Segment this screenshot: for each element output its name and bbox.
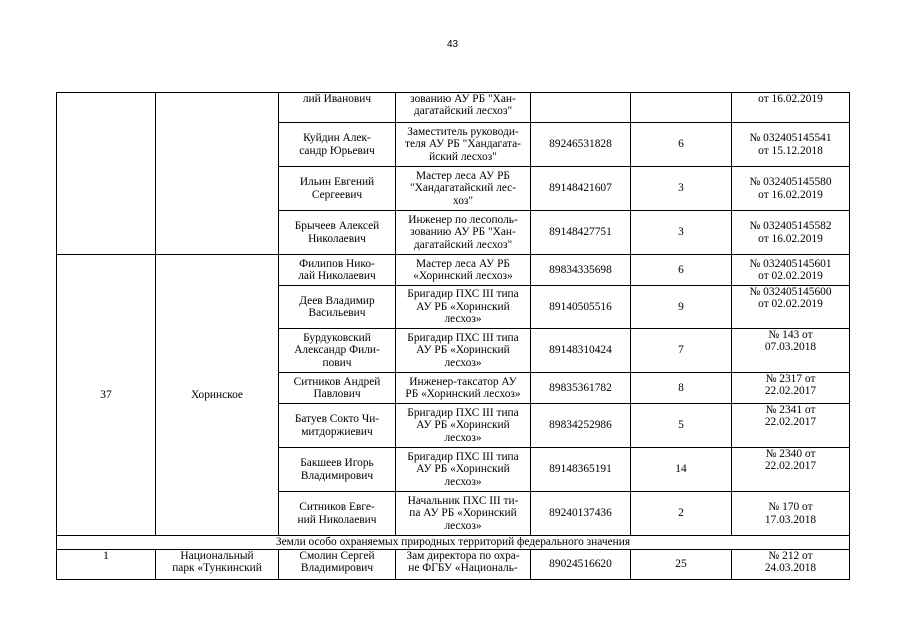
person-position: Инженер-таксатор АУ РБ «Хоринский лесхоз»: [396, 373, 531, 404]
person-count: 14: [631, 448, 732, 492]
person-count: 3: [631, 211, 732, 255]
person-name: Ситников Андрей Павлович: [279, 373, 396, 404]
person-document: № 032405145580 от 16.02.2019: [732, 167, 850, 211]
person-count: 25: [631, 550, 732, 580]
forest-staff-table: [56, 92, 850, 580]
person-phone: 89140505516: [531, 286, 631, 329]
person-document: № 170 от 17.03.2018: [732, 492, 850, 536]
group-number-cell: 37: [57, 255, 156, 536]
table-row: [57, 93, 850, 123]
person-phone: 89024516620: [531, 550, 631, 580]
person-name: Брычеев Алексей Николаевич: [279, 211, 396, 255]
person-count: 9: [631, 286, 732, 329]
person-position: Бригадир ПХС III типа АУ РБ «Хоринский лесхоз»: [396, 286, 531, 329]
person-name: Куйдин Алек- сандр Юрьевич: [279, 123, 396, 167]
person-count: 2: [631, 492, 732, 536]
person-document: № 032405145582 от 16.02.2019: [732, 211, 850, 255]
table-row: [57, 255, 850, 286]
person-position: Мастер леса АУ РБ "Хандагатайский лес- хоз": [396, 167, 531, 211]
person-document: № 143 от 07.03.2018: [732, 329, 850, 373]
person-phone: 89148310424: [531, 329, 631, 373]
person-name: Батуев Сокто Чи- митдоржиевич: [279, 404, 396, 448]
group-forestry-cell: Национальный парк «Тункинский: [156, 550, 279, 580]
person-position: Бригадир ПХС III типа АУ РБ «Хоринский лесхоз»: [396, 329, 531, 373]
person-count: 5: [631, 404, 732, 448]
section-title: Земли особо охраняемых природных территорий федерального значения: [57, 536, 850, 550]
group-number-cell: [57, 93, 156, 255]
person-position: Начальник ПХС III ти- па АУ РБ «Хоринский лесхоз»: [396, 492, 531, 536]
person-document: № 2341 от 22.02.2017: [732, 404, 850, 448]
person-document: от 16.02.2019: [732, 93, 850, 123]
person-document: № 032405145600 от 02.02.2019: [732, 286, 850, 329]
person-count: 6: [631, 255, 732, 286]
person-position: Мастер леса АУ РБ «Хоринский лесхоз»: [396, 255, 531, 286]
person-count: 8: [631, 373, 732, 404]
group-forestry-cell: [156, 93, 279, 255]
person-phone: 89148427751: [531, 211, 631, 255]
person-position: Инженер по лесополь- зованию АУ РБ "Хан- дагатайский лесхоз": [396, 211, 531, 255]
person-position: Заместитель руководи- теля АУ РБ "Хандагата- йский лесхоз": [396, 123, 531, 167]
person-phone: 89246531828: [531, 123, 631, 167]
person-name: Бурдуковский Александр Фили- пович: [279, 329, 396, 373]
person-phone: 89148421607: [531, 167, 631, 211]
person-document: № 032405145541 от 15.12.2018: [732, 123, 850, 167]
person-position: зованию АУ РБ "Хан- дагатайский лесхоз": [396, 93, 531, 123]
table-row: [57, 550, 850, 580]
person-name: Деев Владимир Васильевич: [279, 286, 396, 329]
person-phone: 89834252986: [531, 404, 631, 448]
person-document: № 2317 от 22.02.2017: [732, 373, 850, 404]
person-phone: 89240137436: [531, 492, 631, 536]
person-name: Филипов Нико- лай Николаевич: [279, 255, 396, 286]
person-phone: 89148365191: [531, 448, 631, 492]
person-position: Бригадир ПХС III типа АУ РБ «Хоринский лесхоз»: [396, 404, 531, 448]
person-name: Ильин Евгений Сергеевич: [279, 167, 396, 211]
group-forestry-cell: Хоринское: [156, 255, 279, 536]
person-count: [631, 93, 732, 123]
person-phone: [531, 93, 631, 123]
group-number-cell: 1: [57, 550, 156, 580]
person-count: 6: [631, 123, 732, 167]
person-document: № 212 от 24.03.2018: [732, 550, 850, 580]
person-count: 3: [631, 167, 732, 211]
person-count: 7: [631, 329, 732, 373]
person-phone: 89835361782: [531, 373, 631, 404]
page-number: 43: [446, 39, 459, 50]
person-phone: 89834335698: [531, 255, 631, 286]
person-document: № 032405145601 от 02.02.2019: [732, 255, 850, 286]
person-name: лий Иванович: [279, 93, 396, 123]
person-name: Бакшеев Игорь Владимирович: [279, 448, 396, 492]
person-name: Смолин Сергей Владимирович: [279, 550, 396, 580]
person-position: Бригадир ПХС III типа АУ РБ «Хоринский лесхоз»: [396, 448, 531, 492]
person-document: № 2340 от 22.02.2017: [732, 448, 850, 492]
person-position: Зам директора по охра- не ФГБУ «Националь-: [396, 550, 531, 580]
person-name: Ситников Евге- ний Николаевич: [279, 492, 396, 536]
section-row: [57, 536, 850, 550]
